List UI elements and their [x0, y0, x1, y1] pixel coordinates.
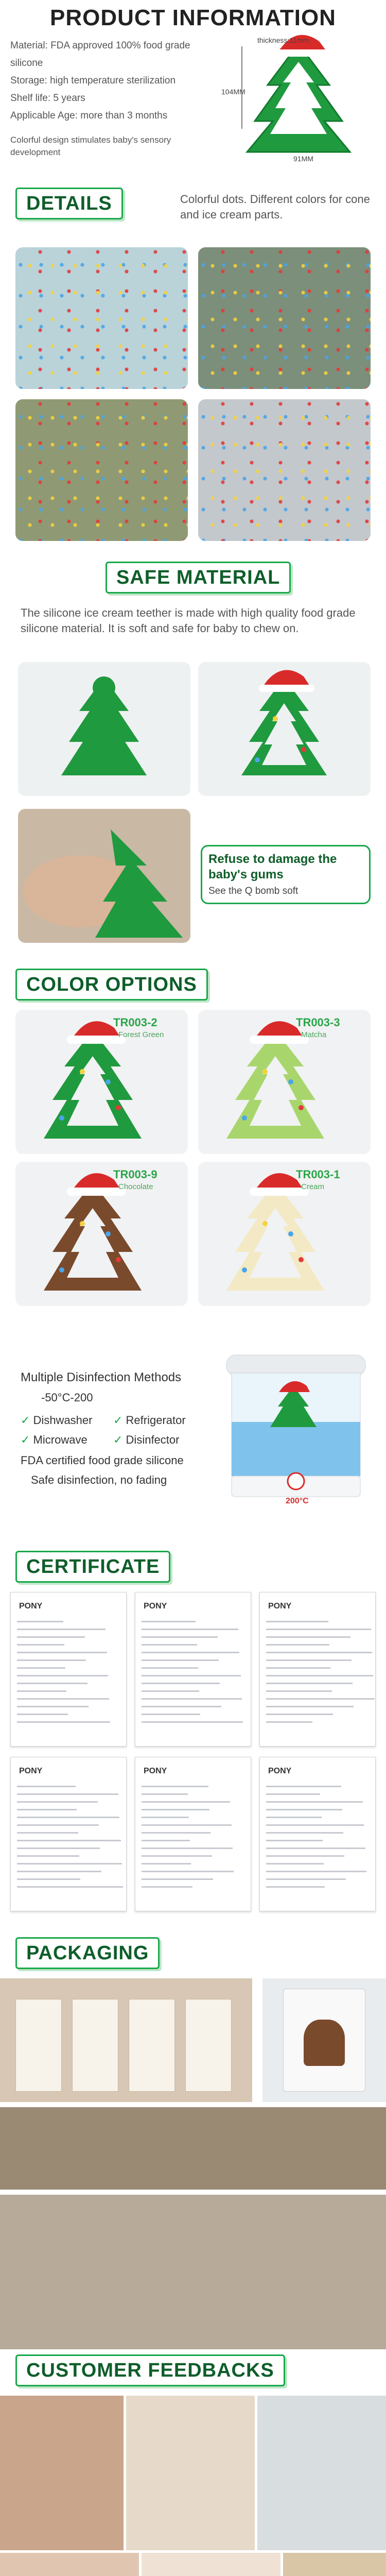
certificate-document — [10, 1757, 127, 1911]
disinfection-line2: Safe disinfection, no fading — [31, 1473, 167, 1486]
details-photo-3 — [15, 399, 188, 541]
color-name: Cream — [301, 1182, 325, 1191]
details-section — [0, 170, 386, 577]
feedback-photo-5 — [142, 2553, 280, 2576]
teether-icon — [198, 1010, 371, 1154]
info-note: Colorful design stimulates baby's sensory development — [10, 135, 171, 157]
dim-height: 104MM — [221, 88, 245, 96]
certificate-logo: PONY — [268, 1602, 292, 1611]
info-line-storage: Storage: high temperature sterilization — [10, 75, 176, 86]
method-item: ✓ Refrigerator — [113, 1414, 186, 1427]
color-name: Forest Green — [118, 1030, 164, 1039]
color-card — [198, 1162, 371, 1306]
certificate-heading-box — [15, 1551, 170, 1583]
gum-callout — [201, 845, 371, 904]
details-photo-4 — [198, 399, 371, 541]
certificate-heading: CERTIFICATE — [26, 1555, 160, 1578]
product-info-section — [0, 0, 386, 170]
feedback-heading-box — [15, 2354, 285, 2386]
color-card — [198, 1010, 371, 1154]
color-card — [15, 1010, 188, 1154]
teether-icon — [15, 1162, 188, 1306]
certificate-logo: PONY — [19, 1767, 43, 1775]
safe-photo-1 — [18, 662, 190, 796]
disinfection-line1: FDA certified food grade silicone — [21, 1454, 184, 1467]
sterilizer-illustration — [216, 1345, 376, 1510]
info-line-shelf-life: Shelf life: 5 years — [10, 93, 85, 104]
feedback-photo-3 — [257, 2396, 386, 2550]
product-info-list — [10, 37, 206, 159]
feedback-section — [0, 2349, 386, 2576]
certificate-logo: PONY — [144, 1767, 167, 1775]
certificate-document — [259, 1592, 376, 1747]
details-heading: DETAILS — [26, 192, 112, 214]
disinfection-section — [0, 1324, 386, 1551]
method-item: ✓ Microwave — [21, 1433, 87, 1446]
certificate-logo: PONY — [19, 1602, 43, 1611]
details-heading-box — [15, 188, 123, 219]
color-options-heading: COLOR OPTIONS — [26, 973, 197, 995]
gum-callout-sub: See the Q bomb soft — [208, 886, 299, 896]
color-code: TR003-3 — [296, 1016, 340, 1029]
details-photo-2 — [198, 247, 371, 389]
product-diagram — [221, 31, 376, 170]
details-caption: Colorful dots. Different colors for cone and ice cream parts. — [180, 193, 370, 221]
feedback-heading: CUSTOMER FEEDBACKS — [26, 2359, 274, 2381]
certificate-document — [259, 1757, 376, 1911]
certificate-document — [10, 1592, 127, 1747]
safe-material-section — [0, 556, 386, 953]
color-card — [15, 1162, 188, 1306]
packaging-heading-box — [15, 1937, 160, 1969]
disinfection-title: Multiple Disinfection Methods — [21, 1370, 182, 1384]
feedback-photo-1 — [0, 2396, 124, 2550]
certificate-logo: PONY — [144, 1602, 167, 1611]
certificate-document — [135, 1757, 251, 1911]
packaging-photo-cartons — [0, 2107, 386, 2190]
certificate-section — [0, 1551, 386, 1932]
info-line-material: Material: FDA approved 100% food grade silicone — [10, 40, 190, 69]
feedback-photo-4 — [0, 2553, 139, 2576]
color-name: Chocolate — [118, 1182, 153, 1191]
info-line-age: Applicable Age: more than 3 months — [10, 110, 168, 121]
safe-material-text: The silicone ice cream teether is made with high quality food grade silicone material. It is soft and safe for baby to chew on. — [21, 606, 356, 635]
color-code: TR003-1 — [296, 1168, 340, 1181]
gum-callout-title: Refuse to damage the baby's gums — [208, 852, 337, 882]
feedback-photo-2 — [126, 2396, 255, 2550]
dim-thickness: thickness:11mm — [257, 36, 309, 44]
dim-width: 91MM — [293, 155, 313, 163]
packaging-photo-trays — [0, 2195, 386, 2349]
method-item: ✓ Dishwasher — [21, 1414, 93, 1427]
certificate-document — [135, 1592, 251, 1747]
disinfection-range: -50°C-200 — [41, 1391, 93, 1404]
packaging-photo-bag — [262, 1978, 386, 2102]
safe-material-heading-box — [106, 562, 291, 594]
color-code: TR003-9 — [113, 1168, 157, 1181]
details-photo-1 — [15, 247, 188, 389]
packaging-heading: PACKAGING — [26, 1942, 149, 1964]
product-info-title: PRODUCT INFORMATION — [50, 5, 336, 30]
method-list — [21, 1411, 206, 1450]
safe-material-heading: SAFE MATERIAL — [116, 566, 280, 588]
feedback-photo-6 — [283, 2553, 386, 2576]
color-name: Matcha — [301, 1030, 327, 1039]
temperature-label: 200°C — [286, 1497, 309, 1505]
color-code: TR003-2 — [113, 1016, 157, 1029]
certificate-logo: PONY — [268, 1767, 292, 1775]
color-options-heading-box — [15, 969, 208, 1001]
safe-photo-2 — [198, 662, 371, 796]
safe-hand-photo — [18, 809, 190, 943]
color-options-section — [0, 963, 386, 1324]
packaging-photo-boxes — [0, 1978, 252, 2102]
method-item: ✓ Disinfector — [113, 1433, 180, 1446]
packaging-section — [0, 1937, 386, 2349]
teether-icon — [198, 1162, 371, 1306]
